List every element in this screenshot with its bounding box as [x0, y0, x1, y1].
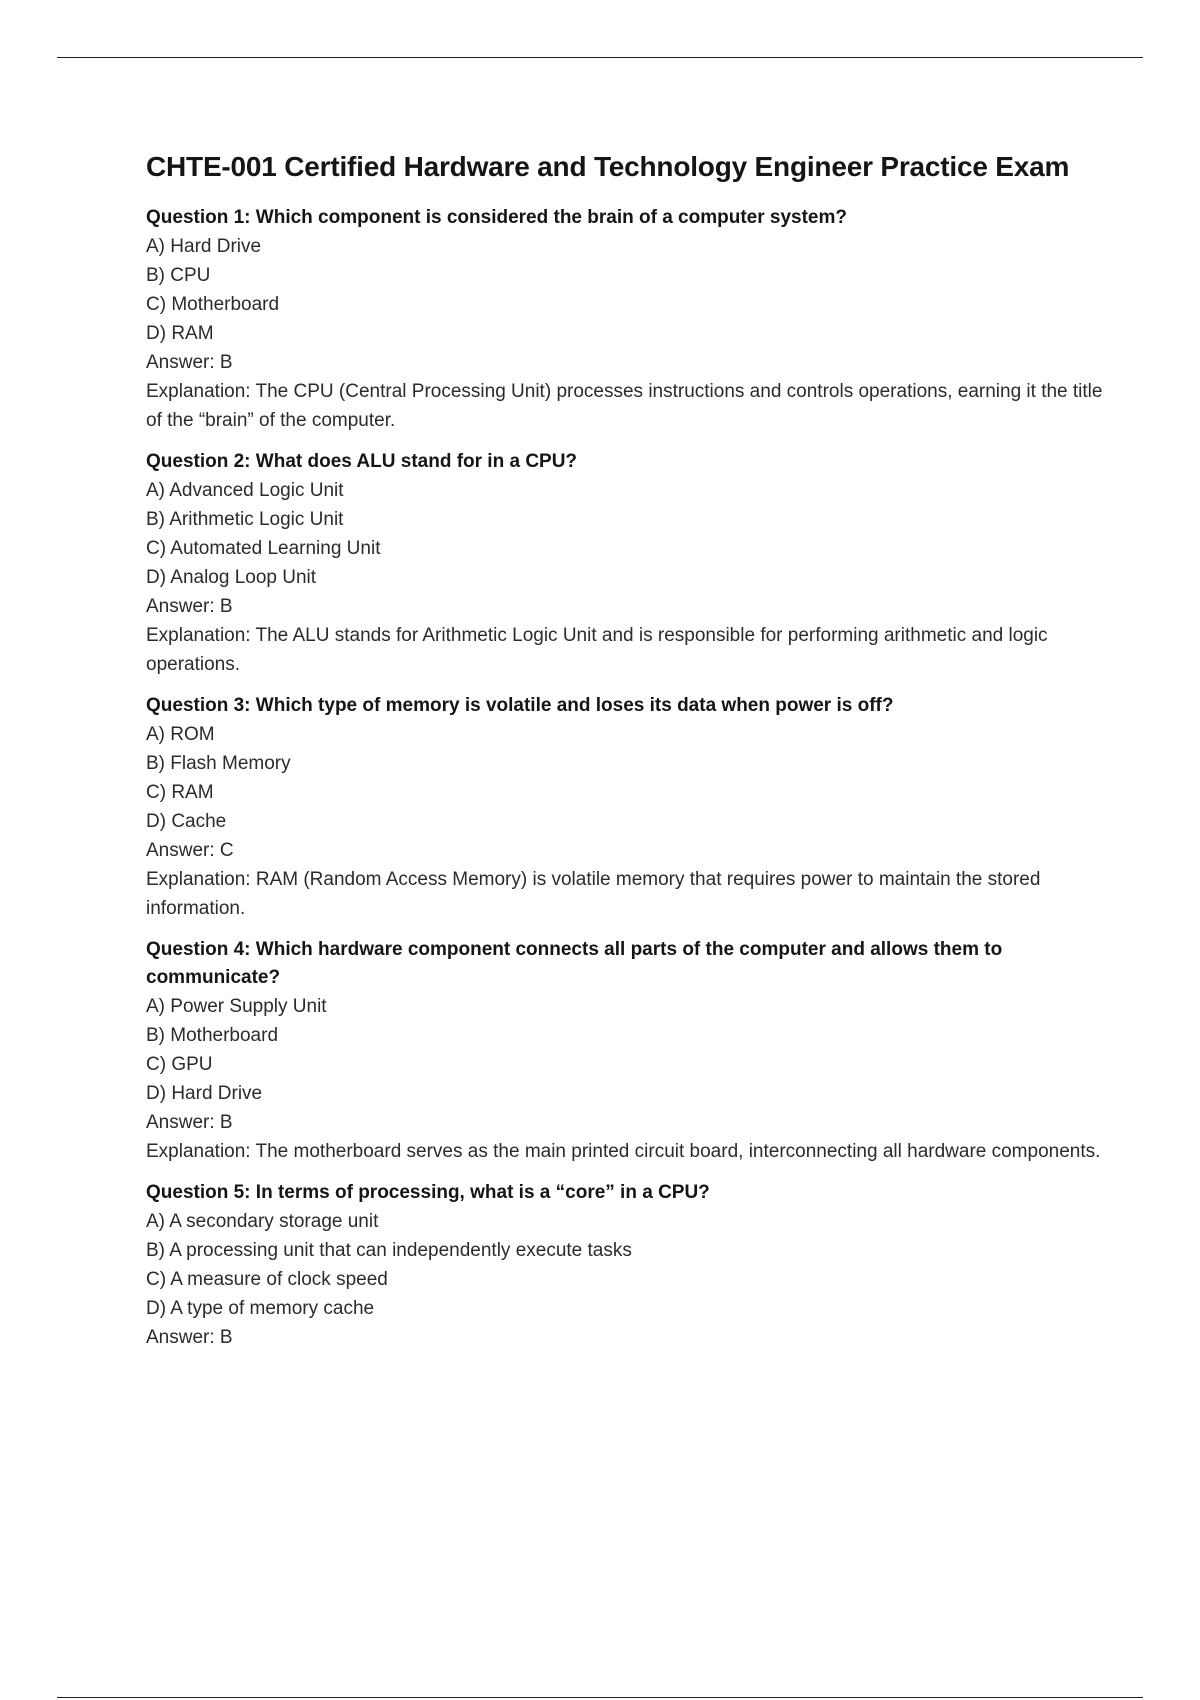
answer-text: Answer: C: [146, 840, 234, 861]
bottom-rule: [57, 1697, 1143, 1698]
option-a: A) A secondary storage unit: [146, 1211, 379, 1232]
option-c: C) GPU: [146, 1054, 213, 1075]
question-text: Question 2: What does ALU stand for in a CPU?: [146, 451, 578, 472]
option-b: B) Motherboard: [146, 1025, 279, 1046]
option-d: D) RAM: [146, 323, 214, 344]
option-b: B) CPU: [146, 265, 211, 286]
option-b: B) Flash Memory: [146, 753, 291, 774]
top-rule: [57, 57, 1143, 58]
option-b: B) A processing unit that can independently execute tasks: [146, 1240, 632, 1261]
option-d: D) A type of memory cache: [146, 1298, 375, 1319]
answer-text: Answer: B: [146, 1112, 233, 1133]
explanation-text: Explanation: The ALU stands for Arithmetic Logic Unit and is responsible for performing arithmetic and logic operations.: [146, 625, 1048, 675]
question-text: Question 3: Which type of memory is volatile and loses its data when power is off?: [146, 695, 894, 716]
question-block-4: [146, 936, 1106, 1166]
option-a: A) ROM: [146, 724, 215, 745]
option-a: A) Hard Drive: [146, 236, 262, 257]
page-title: CHTE-001 Certified Hardware and Technology Engineer Practice Exam: [146, 151, 1070, 182]
option-c: C) A measure of clock speed: [146, 1269, 388, 1290]
option-b: B) Arithmetic Logic Unit: [146, 509, 344, 530]
explanation-text: Explanation: The CPU (Central Processing Unit) processes instructions and controls operations, earning it the title of the “brain” of the computer.: [146, 381, 1103, 431]
option-c: C) Motherboard: [146, 294, 280, 315]
question-block-3: [146, 692, 1106, 923]
option-c: C) Automated Learning Unit: [146, 538, 381, 559]
document-body: [146, 146, 1106, 1365]
question-text: Question 1: Which component is considered the brain of a computer system?: [146, 207, 847, 228]
explanation-text: Explanation: The motherboard serves as the main printed circuit board, interconnecting all hardware components.: [146, 1141, 1101, 1162]
question-text: Question 4: Which hardware component connects all parts of the computer and allows them to communicate?: [146, 939, 1003, 988]
answer-text: Answer: B: [146, 596, 233, 617]
question-text: Question 5: In terms of processing, what is a “core” in a CPU?: [146, 1182, 710, 1203]
option-a: A) Advanced Logic Unit: [146, 480, 344, 501]
option-c: C) RAM: [146, 782, 214, 803]
option-d: D) Analog Loop Unit: [146, 567, 317, 588]
option-d: D) Hard Drive: [146, 1083, 263, 1104]
question-block-5: [146, 1179, 1106, 1352]
answer-text: Answer: B: [146, 1327, 233, 1348]
question-block-1: [146, 204, 1106, 435]
option-a: A) Power Supply Unit: [146, 996, 327, 1017]
question-block-2: [146, 448, 1106, 679]
explanation-text: Explanation: RAM (Random Access Memory) is volatile memory that requires power to maintain the stored information.: [146, 869, 1041, 919]
answer-text: Answer: B: [146, 352, 233, 373]
option-d: D) Cache: [146, 811, 227, 832]
